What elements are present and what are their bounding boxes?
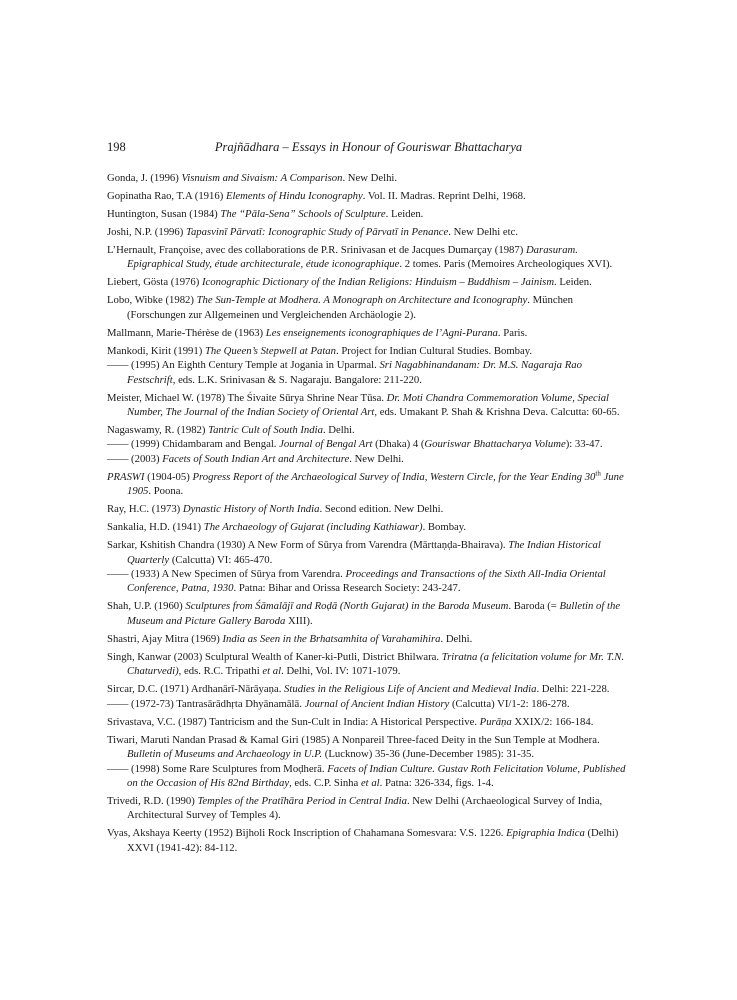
reference-text: . Patna: Bihar and Orissa Research Society: 243-247. [233, 582, 461, 595]
reference-text: Ray, H.C. (1973) [107, 503, 183, 516]
reference-italic-text: Dynastic History of North India [182, 503, 320, 516]
reference-text: —— (1995) An Eighth Century Temple at Jogania in Uparmal. [107, 359, 380, 372]
reference-italic-text: et al [262, 665, 282, 678]
reference-entry [107, 189, 630, 203]
reference-italic-text: Facets of Indian Culture. Gustav Roth Felicitation Volume, Published on the Occasion of His 82nd Birthday [127, 762, 626, 789]
reference-italic-text: Epigraphia Indica [506, 827, 585, 840]
reference-text: —— (1972-73) Tantrasārādhṛta Dhyānamālā. [107, 697, 305, 710]
reference-italic-text: Darasuram. Epigraphical Study, étude architecturale, étude iconographique [127, 244, 578, 271]
reference-italic-text: Sri Nagabhinandanam: Dr. M.S. Nagaraja Rao Festschrift [127, 359, 582, 386]
reference-text: Joshi, N.P. (1996) [107, 226, 186, 238]
reference-text: . Delhi. [440, 632, 473, 645]
reference-text: Nagaswamy, R. (1982) [107, 424, 209, 437]
reference-italic-text: Elements of Hindu Iconography [225, 190, 363, 202]
reference-text: . New Delhi. [342, 172, 398, 184]
reference-text: Tiwari, Maruti Nandan Prasad & Kamal Giri (1985) A Nonpareil Three-faced Deity in the Sun Temple at Modhera. [107, 733, 600, 746]
reference-entry [107, 650, 630, 679]
reference-entry [107, 423, 630, 437]
reference-italic-text: Journal of Ancient Indian History [304, 697, 450, 710]
reference-entry [107, 520, 630, 534]
reference-italic-text: Purāṇa [479, 715, 512, 728]
reference-text: ): 33-47. [565, 438, 603, 451]
reference-entry [107, 293, 630, 322]
reference-italic-text: PRASWI [107, 470, 145, 483]
reference-entry [107, 225, 630, 239]
reference-text: —— (1999) Chidambaram and Bengal. [107, 438, 280, 451]
reference-text: . München (Forschungen zur Allgemeinen und Vergleichenden Archäologie 2). [127, 294, 574, 321]
reference-italic-text: Visnuism and Sivaism: A Comparison [181, 172, 343, 184]
reference-text: . Leiden. [554, 276, 592, 289]
reference-text: Srivastava, V.C. (1987) Tantricism and the Sun-Cult in India: A Historical Perspective. [107, 715, 480, 728]
reference-text: Sankalia, H.D. (1941) [107, 521, 204, 534]
reference-text: Trivedi, R.D. (1990) [107, 794, 198, 807]
reference-text: Shastri, Ajay Mitra (1969) [107, 632, 223, 645]
reference-text: Sircar, D.C. (1971) Ardhanārī-Nārāyaṇa. [107, 683, 285, 696]
reference-text: Gopinatha Rao, T.A (1916) [107, 190, 226, 202]
reference-text: (Dhaka) 4 ( [372, 438, 425, 451]
reference-italic-text: June 1905 [127, 470, 624, 498]
reference-text: Sarkar, Kshitish Chandra (1930) A New Form of Sūrya from Varendra (Mārttaṇḍa-Bhairava). [107, 539, 509, 552]
reference-text: (Calcutta) VI: 465-470. [169, 553, 273, 566]
reference-text: . Delhi. [322, 424, 355, 437]
reference-entry [107, 275, 630, 289]
reference-text: —— (1933) A New Specimen of Sūrya from Varendra. [107, 568, 346, 581]
reference-entry [107, 243, 630, 272]
reference-text: Liebert, Gösta (1976) [107, 276, 202, 289]
reference-text: . Delhi, Vol. IV: 1071-1079. [281, 665, 401, 678]
reference-entry [107, 599, 630, 628]
reference-italic-text: Journal of Bengal Art [279, 438, 373, 451]
reference-italic-text: Dr. Moti Chandra Commemoration Volume, Special Number, The Journal of the Indian Society of Oriental Art [127, 391, 610, 419]
reference-entry [107, 826, 630, 855]
reference-entry [107, 733, 630, 762]
reference-entry [107, 326, 630, 340]
reference-text: Mankodi, Kirit (1991) [107, 344, 205, 357]
reference-entry [107, 344, 630, 358]
reference-text: (Calcutta) VI/1-2: 186-278. [449, 697, 570, 710]
reference-italic-text: Les enseignements iconographiques de l’Agni-Purana [265, 326, 498, 339]
reference-text: (1904-05) [144, 470, 193, 483]
reference-entry [107, 502, 630, 516]
reference-italic-text: et al [360, 776, 380, 789]
reference-entry [107, 794, 630, 823]
reference-text: Huntington, Susan (1984) [107, 208, 221, 220]
reference-text: . 2 tomes. Paris (Memoires Archeologiques XVI). [399, 258, 613, 271]
reference-italic-text: Studies in the Religious Life of Ancient and Medieval India [284, 683, 537, 696]
reference-italic-text: Bulletin of the Museum and Picture Gallery Baroda [127, 600, 621, 627]
reference-text: Shah, U.P. (1960) [107, 600, 186, 613]
reference-italic-text: Facets of South Indian Art and Architecture [162, 452, 350, 465]
reference-text: XXIX/2: 166-184. [511, 715, 594, 728]
reference-text: Meister, Michael W. (1978) The Śivaite Sūrya Shrine Near Tūsa. [107, 391, 387, 404]
reference-italic-text: Gouriswar Bhattacharya Volume [424, 438, 566, 451]
reference-text: . Second edition. New Delhi. [319, 503, 444, 516]
reference-text: —— (2003) [107, 452, 163, 465]
reference-text: . Delhi: 221-228. [536, 683, 610, 696]
reference-entry [107, 437, 630, 451]
reference-text: Gonda, J. (1996) [107, 172, 182, 184]
reference-entry [107, 682, 630, 696]
reference-italic-text: Temples of the Pratīhāra Period in Central India [197, 794, 407, 807]
reference-text: L’Hernault, Françoise, avec des collaborations de P.R. Srinivasan et de Jacques Dumarçay (1987) [107, 244, 526, 256]
reference-text: , eds. R.C. Tripathi [178, 665, 263, 678]
running-header [107, 140, 630, 156]
reference-entry [107, 470, 630, 499]
reference-text: (Delhi) XXVI (1941-42): 84-112. [127, 827, 619, 854]
reference-text: . Poona. [148, 485, 184, 498]
reference-italic-text: The Sun-Temple at Modhera. A Monograph on Architecture and Iconography [196, 294, 528, 307]
reference-entry [107, 358, 630, 387]
reference-text: , eds. Umakant P. Shah & Krishna Deva. Calcutta: 60-65. [374, 406, 620, 419]
reference-entry [107, 632, 630, 646]
reference-text: . Paris. [497, 326, 528, 339]
reference-text: Vyas, Akshaya Keerty (1952) Bijholi Rock Inscription of Chahamana Somesvara: V.S. 1226. [107, 827, 507, 840]
reference-superscript: th [595, 469, 601, 478]
reference-text: Mallmann, Marie-Thérèse de (1963) [107, 326, 266, 339]
bibliography-list [107, 171, 630, 859]
reference-text: . Bombay. [422, 521, 467, 534]
reference-entry [107, 538, 630, 567]
reference-italic-text: The Archaeology of Gujarat (including Kathiawar) [203, 521, 423, 534]
reference-italic-text: India as Seen in the Brhatsamhita of Varahamihira [222, 632, 441, 645]
reference-entry [107, 391, 630, 420]
reference-text: , eds. C.P. Sinha [289, 776, 361, 789]
reference-italic-text: The Indian Historical Quarterly [127, 539, 601, 566]
reference-entry [107, 762, 630, 791]
reference-italic-text: Bulletin of Museums and Archaeology in U.P. [127, 748, 323, 761]
reference-entry [107, 697, 630, 711]
reference-text: . Leiden. [385, 208, 424, 220]
reference-entry [107, 207, 630, 221]
reference-entry [107, 567, 630, 596]
reference-text: XIII). [285, 614, 313, 627]
reference-italic-text: Triratna (a felicitation volume for Mr. T.N. Chaturvedi) [127, 650, 625, 678]
reference-italic-text: The “Pāla-Sena” Schools of Sculpture [220, 208, 386, 220]
reference-italic-text: Iconographic Dictionary of the Indian Religions: Hinduism – Buddhism – Jainism [201, 276, 555, 289]
reference-text: Singh, Kanwar (2003) Sculptural Wealth of Kaner-ki-Putli, District Bhilwara. [107, 650, 442, 663]
reference-text: . New Delhi. [349, 452, 404, 465]
reference-text: —— (1998) Some Rare Sculptures from Moḍherā. [107, 762, 328, 775]
reference-entry [107, 452, 630, 466]
reference-entry [107, 715, 630, 729]
reference-text: , eds. L.K. Srinivasan & S. Nagaraju. Bangalore: 211-220. [172, 373, 422, 386]
reference-italic-text: Progress Report of the Archaeological Survey of India, Western Circle, for the Year Ending 30 [192, 470, 596, 483]
reference-italic-text: The Queen’s Stepwell at Patan [204, 344, 336, 357]
running-title: Prajñādhara – Essays in Honour of Gouriswar Bhattacharya [214, 140, 523, 154]
reference-text: . New Delhi (Archaeological Survey of India, Architectural Survey of Temples 4). [127, 794, 603, 822]
reference-italic-text: Tantric Cult of South India [208, 424, 323, 437]
reference-text: . Vol. II. Madras. Reprint Delhi, 1968. [362, 190, 526, 202]
reference-text: . New Delhi etc. [448, 226, 519, 238]
reference-text: (Lucknow) 35-36 (June-December 1985): 31-35. [322, 748, 535, 761]
reference-text: . Patna: 326-334, figs. 1-4. [379, 776, 494, 789]
page-number: 198 [107, 140, 126, 154]
reference-italic-text: Proceedings and Transactions of the Sixth All-India Oriental Conference, Patna, 1930 [127, 568, 606, 595]
reference-text: . Baroda (= [508, 600, 560, 613]
reference-italic-text: Sculptures from Śāmalājī and Roḍā (North Gujarat) in the Baroda Museum [185, 600, 509, 613]
reference-text: . Project for Indian Cultural Studies. Bombay. [335, 344, 533, 357]
reference-italic-text: Tapasvinī Pārvatī: Iconographic Study of Pārvatī in Penance [185, 226, 449, 238]
reference-entry [107, 171, 630, 185]
reference-text: Lobo, Wibke (1982) [107, 294, 197, 307]
